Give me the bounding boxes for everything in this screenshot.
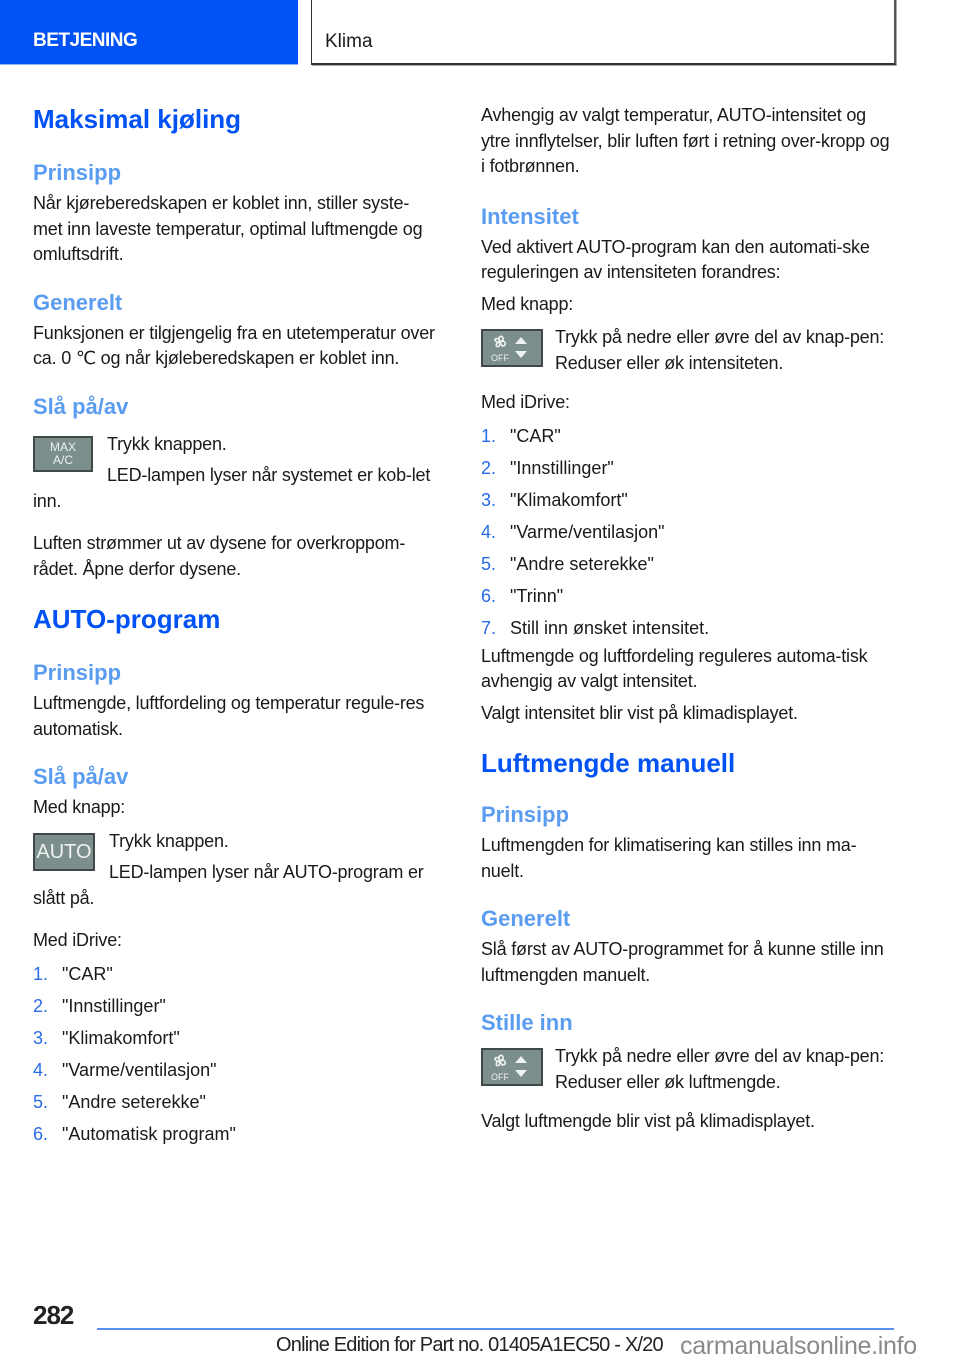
with-idrive-text: Med iDrive:: [481, 392, 570, 412]
list-item: 6. "Trinn": [481, 585, 564, 606]
section-label: BETJENING: [33, 30, 138, 51]
heading-auto-program: AUTO-program: [33, 604, 221, 634]
heading-max-cooling: Maksimal kjøling: [33, 104, 242, 134]
principle-text: Luftmengde, luftfordeling og temperatur regule-res automatisk.: [33, 693, 425, 739]
fan-icon: [483, 1050, 541, 1084]
subheading-onoff: Slå på/av: [33, 764, 129, 789]
edition-text: Online Edition for Part no. 01405A1EC50 - X/20: [276, 1334, 663, 1356]
fan-button-text: Trykk på nedre eller øvre del av knap-pen: Reduser eller øk luftmengde.: [555, 1046, 885, 1092]
principle-text: Når kjøreberedskapen er koblet inn, stiller syste-met inn laveste temperatur, optimal luftmengde og omluftsdrift.: [33, 193, 423, 264]
list-item: 5. "Andre seterekke": [481, 553, 654, 574]
press-text: Trykk knappen.: [107, 433, 227, 454]
section-tab: [0, 0, 298, 65]
chapter-box: [311, 0, 896, 65]
idrive-steps: [481, 420, 891, 644]
svg-text:OFF: OFF: [491, 1072, 509, 1082]
press-text: Trykk knappen.: [109, 830, 229, 851]
down-arrow-icon: [515, 351, 527, 358]
down-arrow-icon: [515, 1070, 527, 1077]
with-idrive-text: Med iDrive:: [33, 930, 122, 950]
watermark: carmanualsonline.info: [680, 1332, 917, 1360]
list-item: 1. "CAR": [33, 963, 113, 984]
list-item: 5. "Andre seterekke": [33, 1091, 206, 1112]
list-item: 4. "Varme/ventilasjon": [481, 521, 665, 542]
with-button-text: Med knapp:: [33, 797, 126, 817]
list-item: 2. "Innstillinger": [33, 995, 166, 1016]
footer-divider: [97, 1328, 894, 1330]
auto-button-icon: AUTO: [33, 833, 95, 871]
list-item: 6. "Automatisk program": [33, 1123, 236, 1144]
after-text: Luftmengde og luftfordeling reguleres automa-tisk avhengig av valgt intensitet.: [481, 645, 868, 691]
fan-icon: [483, 331, 541, 365]
max-ac-button-icon: MAX A/C: [33, 436, 93, 472]
subheading-principle: Prinsipp: [481, 802, 570, 827]
led-text: LED-lampen lyser når systemet er kob-let inn.: [33, 465, 431, 511]
subheading-onoff: Slå på/av: [33, 393, 129, 419]
left-column: [33, 100, 438, 1150]
intro-text: Avhengig av valgt temperatur, AUTO-intensitet og ytre innflytelser, blir luften ført i retning over-kropp og i fotbrønnen.: [481, 105, 890, 176]
up-arrow-icon: [515, 1056, 527, 1063]
idrive-steps: [33, 958, 438, 1150]
intensity-text: Ved aktivert AUTO-program kan den automati-ske reguleringen av intensiteten forandres:: [481, 236, 870, 282]
list-item: 3. "Klimakomfort": [33, 1027, 180, 1048]
list-item: 4. "Varme/ventilasjon": [33, 1059, 217, 1080]
fan-button-icon: [481, 1048, 543, 1086]
fan-button-text: Trykk på nedre eller øvre del av knap-pen: Reduser eller øk intensiteten.: [555, 327, 885, 373]
display-text: Valgt intensitet blir vist på klimadisplayet.: [481, 702, 798, 723]
list-item: 2. "Innstillinger": [481, 457, 614, 478]
air-text: Luften strømmer ut av dysene for overkroppom-rådet. Åpne derfor dysene.: [33, 533, 406, 579]
subheading-general: Generelt: [33, 289, 123, 315]
subheading-intensity: Intensitet: [481, 203, 579, 229]
up-arrow-icon: [515, 337, 527, 344]
subheading-general: Generelt: [481, 906, 571, 931]
svg-text:OFF: OFF: [491, 353, 509, 363]
fan-button-icon: [481, 329, 543, 367]
display-text: Valgt luftmengde blir vist på klimadisplayet.: [481, 1111, 815, 1131]
general-text: Slå først av AUTO-programmet for å kunne stille inn luftmengden manuelt.: [481, 939, 884, 985]
subheading-principle: Prinsipp: [33, 160, 122, 185]
right-column: [481, 103, 891, 1135]
with-button-text: Med knapp:: [481, 293, 574, 314]
subheading-principle: Prinsipp: [33, 660, 122, 685]
chapter-title: Klima: [325, 31, 373, 52]
list-item: 7. Still inn ønsket intensitet.: [481, 617, 710, 638]
heading-manual-airflow: Luftmengde manuell: [481, 748, 736, 778]
subheading-set: Stille inn: [481, 1010, 573, 1035]
list-item: 3. "Klimakomfort": [481, 489, 628, 510]
list-item: 1. "CAR": [481, 425, 561, 446]
led-text: LED-lampen lyser når AUTO-program er slått på.: [33, 862, 424, 908]
general-text: Funksjonen er tilgjengelig fra en utetemperatur over ca. 0 ℃ og når kjøleberedskapen er koblet inn.: [33, 322, 435, 368]
principle-text: Luftmengden for klimatisering kan stilles inn ma-nuelt.: [481, 835, 857, 881]
page-number: 282: [33, 1300, 74, 1330]
